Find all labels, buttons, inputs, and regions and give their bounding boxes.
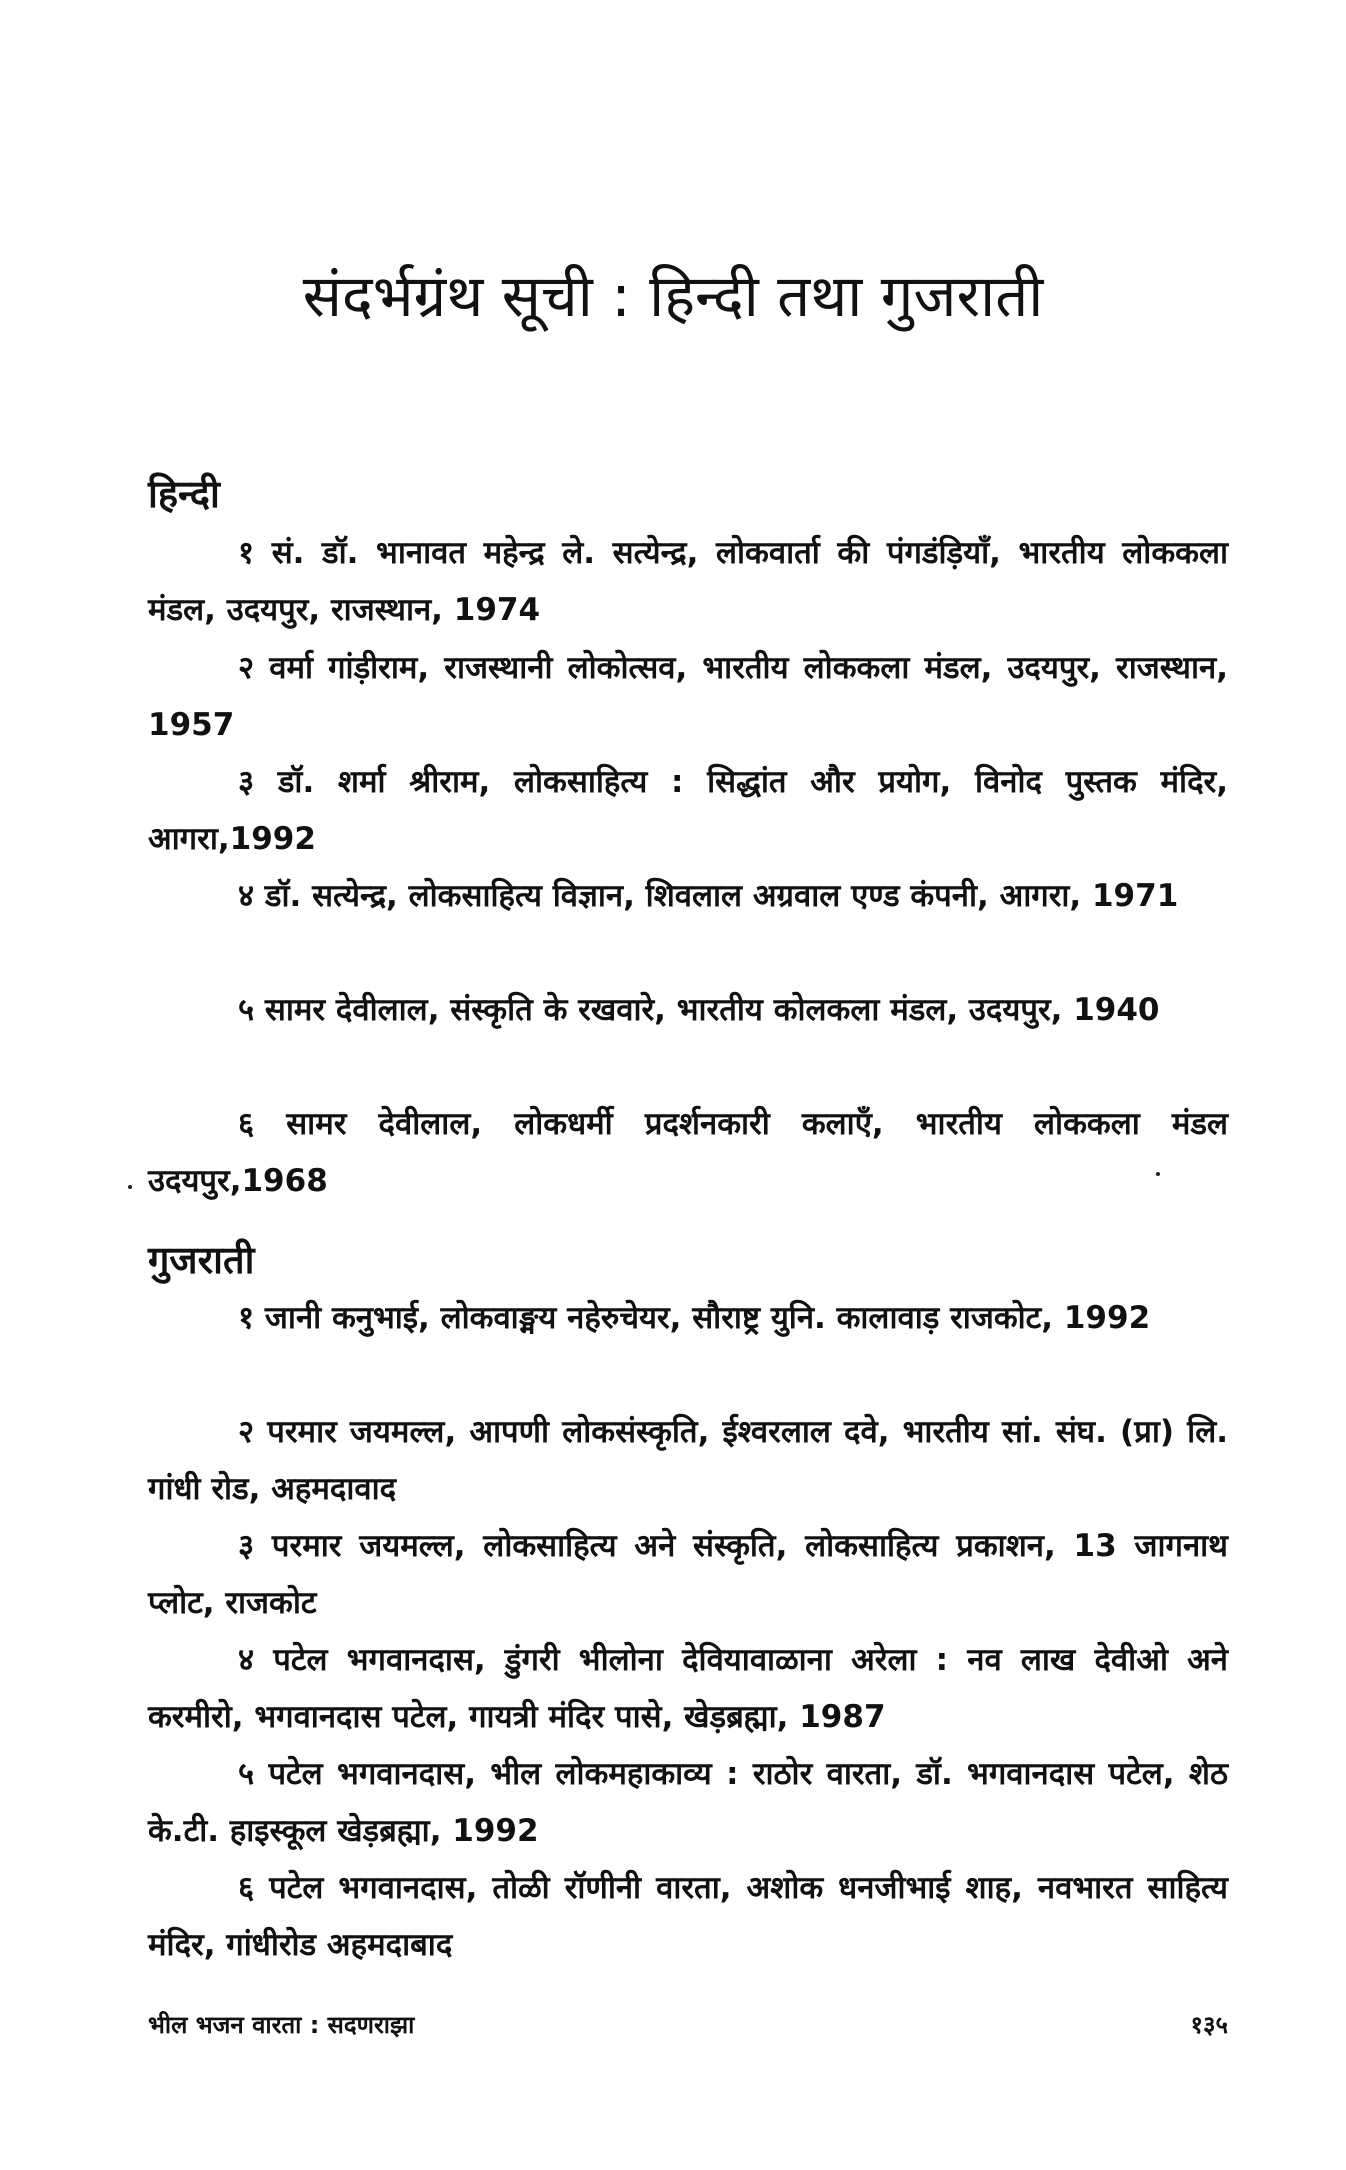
running-title: भील भजन वारता : सदणराझा: [148, 2011, 415, 2039]
bibliography-entry: २ परमार जयमल्ल, आपणी लोकसंस्कृति, ईश्वरलाल दवे, भारतीय सां. संघ. (प्रा) लि. गांधी रोड, अहमदावाद: [148, 1414, 1228, 1507]
bibliography-entry: ६ सामर देवीलाल, लोकधर्मी प्रदर्शनकारी कलाएँ, भारतीय लोककला मंडल उदयपुर,1968: [148, 1106, 1228, 1199]
scan-speck: [128, 1185, 132, 1189]
bibliography-entry: ४ डॉ. सत्येन्द्र, लोकसाहित्य विज्ञान, शिवलाल अग्रवाल एण्ड कंपनी, आगरा, 1971: [238, 878, 1179, 914]
section-heading-gujarati: गुजराती: [148, 1238, 255, 1282]
bibliography-entry: ५ सामर देवीलाल, संस्कृति के रखवारे, भारतीय कोलकला मंडल, उदयपुर, 1940: [238, 992, 1160, 1028]
bibliography-entry: २ वर्मा गांड़ीराम, राजस्थानी लोकोत्सव, भारतीय लोककला मंडल, उदयपुर, राजस्थान, 1957: [148, 650, 1228, 743]
bibliography-entry: ३ परमार जयमल्ल, लोकसाहित्य अने संस्कृति, लोकसाहित्य प्रकाशन, 13 जागनाथ प्लोट, राजकोट: [148, 1528, 1228, 1621]
page-title: संदर्भग्रंथ सूची : हिन्दी तथा गुजराती: [302, 262, 1044, 330]
bibliography-entry: १ जानी कनुभाई, लोकवाङ्मय नहेरुचेयर, सौराष्ट्र युनि. कालावाड़ राजकोट, 1992: [238, 1300, 1151, 1336]
page-number: १३५: [1190, 2011, 1228, 2039]
bibliography-entry: ३ डॉ. शर्मा श्रीराम, लोकसाहित्य : सिद्धांत और प्रयोग, विनोद पुस्तक मंदिर, आगरा,1992: [148, 764, 1228, 857]
bibliography-entry: १ सं. डॉ. भानावत महेन्द्र ले. सत्येन्द्र, लोकवार्ता की पंगडंड़ियाँ, भारतीय लोककला मंडल, उदयपुर, राजस्थान, 1974: [148, 535, 1228, 628]
section-heading-hindi: हिन्दी: [148, 472, 220, 516]
bibliography-entry: ४ पटेल भगवानदास, डुंगरी भीलोना देवियावाळाना अरेला : नव लाख देवीओ अने करमीरो, भगवानदास पटेल, गायत्री मंदिर पासे, खेड़ब्रह्मा, 1987: [148, 1642, 1228, 1735]
bibliography-entry: ५ पटेल भगवानदास, भील लोकमहाकाव्य : राठोर वारता, डॉ. भगवानदास पटेल, शेठ के.टी. हाइस्कूल खेड़ब्रह्मा, 1992: [148, 1756, 1228, 1849]
bibliography-entry: ६ पटेल भगवानदास, तोळी रॉणीनी वारता, अशोक धनजीभाई शाह, नवभारत साहित्य मंदिर, गांधीरोड अहमदाबाद: [148, 1870, 1228, 1963]
scan-speck: [1156, 1172, 1160, 1176]
